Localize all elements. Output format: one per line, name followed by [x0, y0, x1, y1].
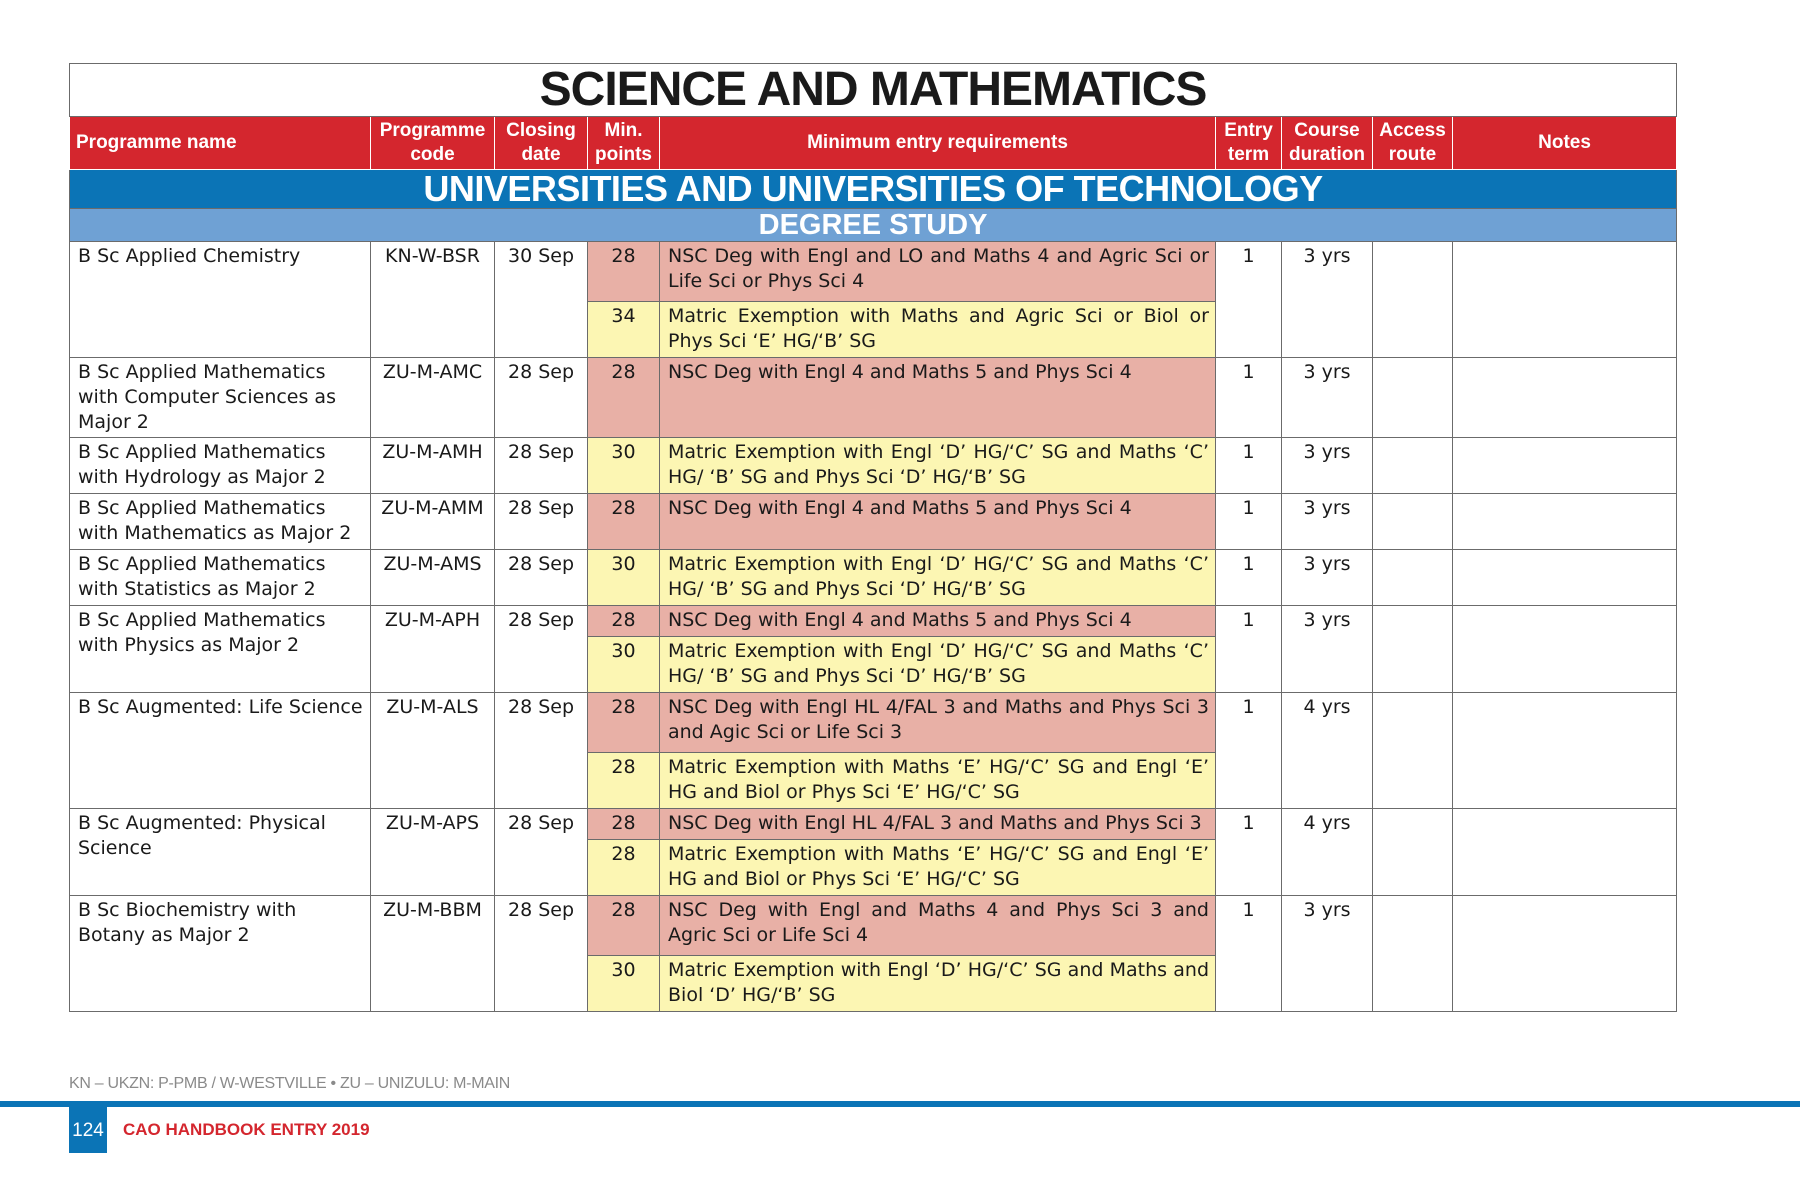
- notes-cell: [1453, 606, 1677, 693]
- requirements-cell: Matric Exemption with Maths and Agric Sci or Biol or Phys Sci ‘E’ HG/‘B’ SG: [660, 302, 1216, 358]
- entry-term-cell: 1: [1216, 550, 1282, 606]
- access-route-cell: [1373, 358, 1453, 438]
- page-title: SCIENCE AND MATHEMATICS: [70, 64, 1677, 117]
- footer-note: KN – UKZN: P-PMB / W-WESTVILLE • ZU – UNIZULU: M-MAIN: [69, 1075, 511, 1092]
- programme-code-cell: ZU-M-AMH: [371, 438, 495, 494]
- course-duration-cell: 3 yrs: [1282, 242, 1373, 358]
- header-label: Course: [1294, 120, 1360, 141]
- programme-name-cell: B Sc Biochemistry with Botany as Major 2: [70, 896, 371, 1012]
- header-label: duration: [1289, 144, 1365, 165]
- table-row: [70, 494, 1677, 550]
- entry-term-cell: 1: [1216, 494, 1282, 550]
- requirements-cell: Matric Exemption with Maths ‘E’ HG/‘C’ SG and Engl ‘E’ HG and Biol or Phys Sci ‘E’ HG/‘C’ SG: [660, 753, 1216, 809]
- entry-term-cell: 1: [1216, 606, 1282, 693]
- min-points-cell: 30: [588, 438, 660, 494]
- header-label: Min.: [604, 120, 643, 141]
- header-label: route: [1388, 144, 1437, 165]
- programme-code-cell: ZU-M-AMC: [371, 358, 495, 438]
- table-row: [70, 358, 1677, 438]
- min-points-cell: 28: [588, 840, 660, 896]
- requirements-cell: NSC Deg with Engl and LO and Maths 4 and Agric Sci or Life Sci or Phys Sci 4: [660, 242, 1216, 302]
- programme-code-cell: ZU-M-AMS: [371, 550, 495, 606]
- programme-code-cell: ZU-M-BBM: [371, 896, 495, 1012]
- requirements-cell: Matric Exemption with Maths ‘E’ HG/‘C’ SG and Engl ‘E’ HG and Biol or Phys Sci ‘E’ HG/‘C’ SG: [660, 840, 1216, 896]
- handbook-title: CAO HANDBOOK ENTRY 2019: [123, 1120, 370, 1139]
- min-points-cell: 28: [588, 606, 660, 637]
- requirements-cell: Matric Exemption with Engl ‘D’ HG/‘C’ SG and Maths ‘C’ HG/ ‘B’ SG and Phys Sci ‘D’ HG/‘B’ SG: [660, 550, 1216, 606]
- table-row: [70, 693, 1677, 753]
- notes-cell: [1453, 242, 1677, 358]
- closing-date-cell: 28 Sep: [495, 438, 588, 494]
- entry-term-cell: 1: [1216, 242, 1282, 358]
- table-row: [70, 438, 1677, 494]
- programme-name-cell: B Sc Applied Mathematics with Statistics as Major 2: [70, 550, 371, 606]
- closing-date-cell: 30 Sep: [495, 242, 588, 358]
- course-duration-cell: 3 yrs: [1282, 438, 1373, 494]
- table-row: [70, 809, 1677, 840]
- notes-cell: [1453, 494, 1677, 550]
- notes-cell: [1453, 358, 1677, 438]
- access-route-cell: [1373, 494, 1453, 550]
- footer-divider: [0, 1101, 1800, 1107]
- notes-cell: [1453, 896, 1677, 1012]
- access-route-cell: [1373, 242, 1453, 358]
- min-points-cell: 30: [588, 637, 660, 693]
- programme-code-cell: ZU-M-APH: [371, 606, 495, 693]
- min-points-cell: 28: [588, 358, 660, 438]
- header-notes: Notes: [1453, 117, 1677, 170]
- header-programme-name: Programme name: [70, 117, 371, 170]
- course-duration-cell: 3 yrs: [1282, 358, 1373, 438]
- course-duration-cell: 3 yrs: [1282, 550, 1373, 606]
- section-banner: UNIVERSITIES AND UNIVERSITIES OF TECHNOLOGY: [70, 170, 1677, 209]
- table-row: [70, 550, 1677, 606]
- requirements-cell: NSC Deg with Engl HL 4/FAL 3 and Maths and Phys Sci 3 and Agic Sci or Life Sci 3: [660, 693, 1216, 753]
- table-body: [70, 242, 1677, 1012]
- programme-code-cell: ZU-M-AMM: [371, 494, 495, 550]
- header-min-requirements: Minimum entry requirements: [660, 117, 1216, 170]
- programme-code-cell: KN-W-BSR: [371, 242, 495, 358]
- programmes-table: [69, 63, 1677, 1012]
- programme-name-cell: B Sc Applied Mathematics with Physics as Major 2: [70, 606, 371, 693]
- table-row: [70, 606, 1677, 637]
- closing-date-cell: 28 Sep: [495, 606, 588, 693]
- header-course-duration: [1282, 117, 1373, 170]
- course-duration-cell: 4 yrs: [1282, 693, 1373, 809]
- programme-name-cell: B Sc Augmented: Physical Science: [70, 809, 371, 896]
- min-points-cell: 28: [588, 809, 660, 840]
- access-route-cell: [1373, 606, 1453, 693]
- programme-name-cell: B Sc Applied Mathematics with Computer Sciences as Major 2: [70, 358, 371, 438]
- notes-cell: [1453, 693, 1677, 809]
- table-header-row: [70, 117, 1677, 170]
- course-duration-cell: 4 yrs: [1282, 809, 1373, 896]
- closing-date-cell: 28 Sep: [495, 358, 588, 438]
- requirements-cell: Matric Exemption with Engl ‘D’ HG/‘C’ SG and Maths ‘C’ HG/ ‘B’ SG and Phys Sci ‘D’ HG/‘B’ SG: [660, 438, 1216, 494]
- notes-cell: [1453, 809, 1677, 896]
- min-points-cell: 28: [588, 896, 660, 956]
- entry-term-cell: 1: [1216, 809, 1282, 896]
- entry-term-cell: 1: [1216, 358, 1282, 438]
- access-route-cell: [1373, 438, 1453, 494]
- header-label: points: [595, 144, 652, 165]
- programme-name-cell: B Sc Applied Chemistry: [70, 242, 371, 358]
- closing-date-cell: 28 Sep: [495, 494, 588, 550]
- course-duration-cell: 3 yrs: [1282, 494, 1373, 550]
- min-points-cell: 30: [588, 956, 660, 1012]
- header-label: term: [1227, 144, 1270, 165]
- header-min-points: [588, 117, 660, 170]
- header-label: Access: [1379, 120, 1446, 141]
- requirements-cell: NSC Deg with Engl 4 and Maths 5 and Phys Sci 4: [660, 358, 1216, 438]
- access-route-cell: [1373, 693, 1453, 809]
- table-row: [70, 242, 1677, 302]
- header-label: Entry: [1224, 120, 1273, 141]
- programme-code-cell: ZU-M-ALS: [371, 693, 495, 809]
- course-duration-cell: 3 yrs: [1282, 606, 1373, 693]
- requirements-cell: NSC Deg with Engl and Maths 4 and Phys Sci 3 and Agric Sci or Life Sci 4: [660, 896, 1216, 956]
- course-duration-cell: 3 yrs: [1282, 896, 1373, 1012]
- header-label: date: [521, 144, 561, 165]
- entry-term-cell: 1: [1216, 896, 1282, 1012]
- header-programme-code: [371, 117, 495, 170]
- programme-name-cell: B Sc Applied Mathematics with Mathematics as Major 2: [70, 494, 371, 550]
- page-number: 124: [69, 1107, 107, 1153]
- notes-cell: [1453, 438, 1677, 494]
- header-label: Programme: [379, 120, 486, 141]
- programme-name-cell: B Sc Augmented: Life Science: [70, 693, 371, 809]
- header-label: Closing: [506, 120, 576, 141]
- access-route-cell: [1373, 896, 1453, 1012]
- min-points-cell: 28: [588, 693, 660, 753]
- sub-section-banner: DEGREE STUDY: [70, 209, 1677, 242]
- closing-date-cell: 28 Sep: [495, 896, 588, 1012]
- requirements-cell: NSC Deg with Engl 4 and Maths 5 and Phys Sci 4: [660, 494, 1216, 550]
- closing-date-cell: 28 Sep: [495, 693, 588, 809]
- min-points-cell: 34: [588, 302, 660, 358]
- entry-term-cell: 1: [1216, 693, 1282, 809]
- header-closing-date: [495, 117, 588, 170]
- requirements-cell: NSC Deg with Engl HL 4/FAL 3 and Maths and Phys Sci 3: [660, 809, 1216, 840]
- requirements-cell: Matric Exemption with Engl ‘D’ HG/‘C’ SG and Maths ‘C’ HG/ ‘B’ SG and Phys Sci ‘D’ HG/‘B’ SG: [660, 637, 1216, 693]
- access-route-cell: [1373, 550, 1453, 606]
- closing-date-cell: 28 Sep: [495, 809, 588, 896]
- requirements-cell: NSC Deg with Engl 4 and Maths 5 and Phys Sci 4: [660, 606, 1216, 637]
- programme-name-cell: B Sc Applied Mathematics with Hydrology as Major 2: [70, 438, 371, 494]
- access-route-cell: [1373, 809, 1453, 896]
- header-access-route: [1373, 117, 1453, 170]
- notes-cell: [1453, 550, 1677, 606]
- min-points-cell: 28: [588, 494, 660, 550]
- min-points-cell: 30: [588, 550, 660, 606]
- entry-term-cell: 1: [1216, 438, 1282, 494]
- closing-date-cell: 28 Sep: [495, 550, 588, 606]
- min-points-cell: 28: [588, 753, 660, 809]
- programme-code-cell: ZU-M-APS: [371, 809, 495, 896]
- header-entry-term: [1216, 117, 1282, 170]
- requirements-cell: Matric Exemption with Engl ‘D’ HG/‘C’ SG and Maths and Biol ‘D’ HG/‘B’ SG: [660, 956, 1216, 1012]
- table-row: [70, 896, 1677, 956]
- min-points-cell: 28: [588, 242, 660, 302]
- header-label: code: [410, 144, 455, 165]
